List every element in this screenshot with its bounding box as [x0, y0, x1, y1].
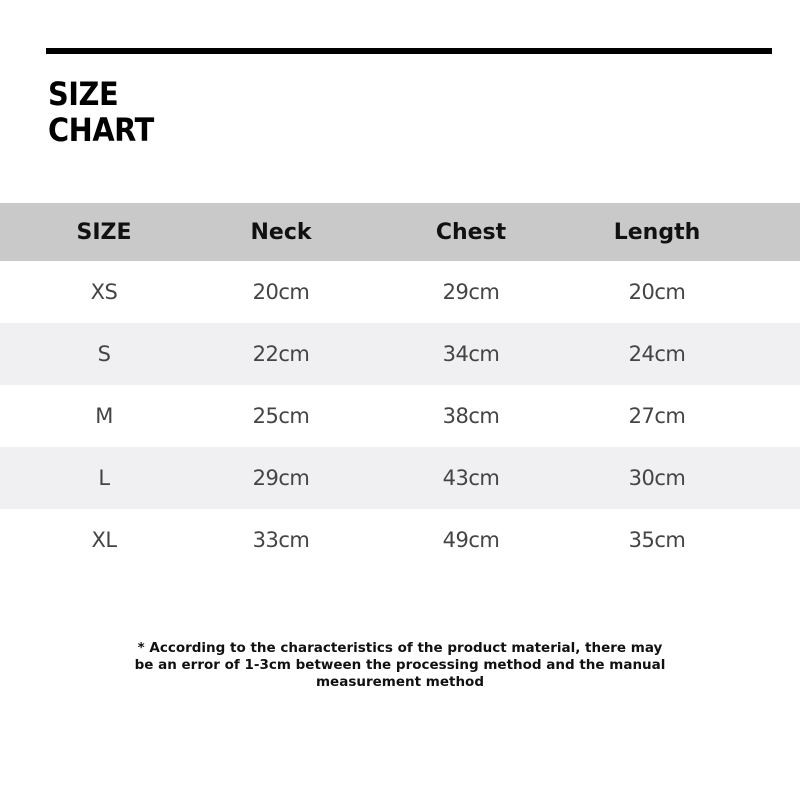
measurement-footnote: * According to the characteristics of the product material, there may be an error of 1-3cm between the processing method and the manual measurement method: [134, 639, 666, 690]
table-header-row: [0, 203, 800, 261]
page-title: [48, 76, 154, 148]
top-divider-rule: [46, 48, 772, 54]
length-cell: 27cm: [628, 404, 686, 428]
chest-cell: 49cm: [442, 528, 500, 552]
title-line-1: SIZE: [48, 75, 119, 113]
chest-cell: 43cm: [442, 466, 500, 490]
size-cell: XS: [90, 280, 118, 304]
table-row-s: [0, 323, 800, 385]
size-cell: L: [98, 466, 110, 490]
header-length: Length: [613, 219, 701, 245]
chest-cell: 29cm: [442, 280, 500, 304]
header-neck: Neck: [250, 219, 312, 245]
neck-cell: 33cm: [252, 528, 310, 552]
table-row-m: [0, 385, 800, 447]
header-chest: Chest: [435, 219, 507, 245]
table-row-l: [0, 447, 800, 509]
size-cell: S: [97, 342, 111, 366]
header-size: SIZE: [76, 219, 132, 245]
neck-cell: 20cm: [252, 280, 310, 304]
length-cell: 20cm: [628, 280, 686, 304]
neck-cell: 22cm: [252, 342, 310, 366]
length-cell: 30cm: [628, 466, 686, 490]
table-row-xs: [0, 261, 800, 323]
title-line-2: CHART: [48, 111, 154, 149]
length-cell: 35cm: [628, 528, 686, 552]
neck-cell: 29cm: [252, 466, 310, 490]
table-row-xl: [0, 509, 800, 571]
size-cell: XL: [91, 528, 117, 552]
size-chart-table: [0, 203, 800, 571]
size-cell: M: [95, 404, 113, 428]
neck-cell: 25cm: [252, 404, 310, 428]
chest-cell: 34cm: [442, 342, 500, 366]
length-cell: 24cm: [628, 342, 686, 366]
chest-cell: 38cm: [442, 404, 500, 428]
